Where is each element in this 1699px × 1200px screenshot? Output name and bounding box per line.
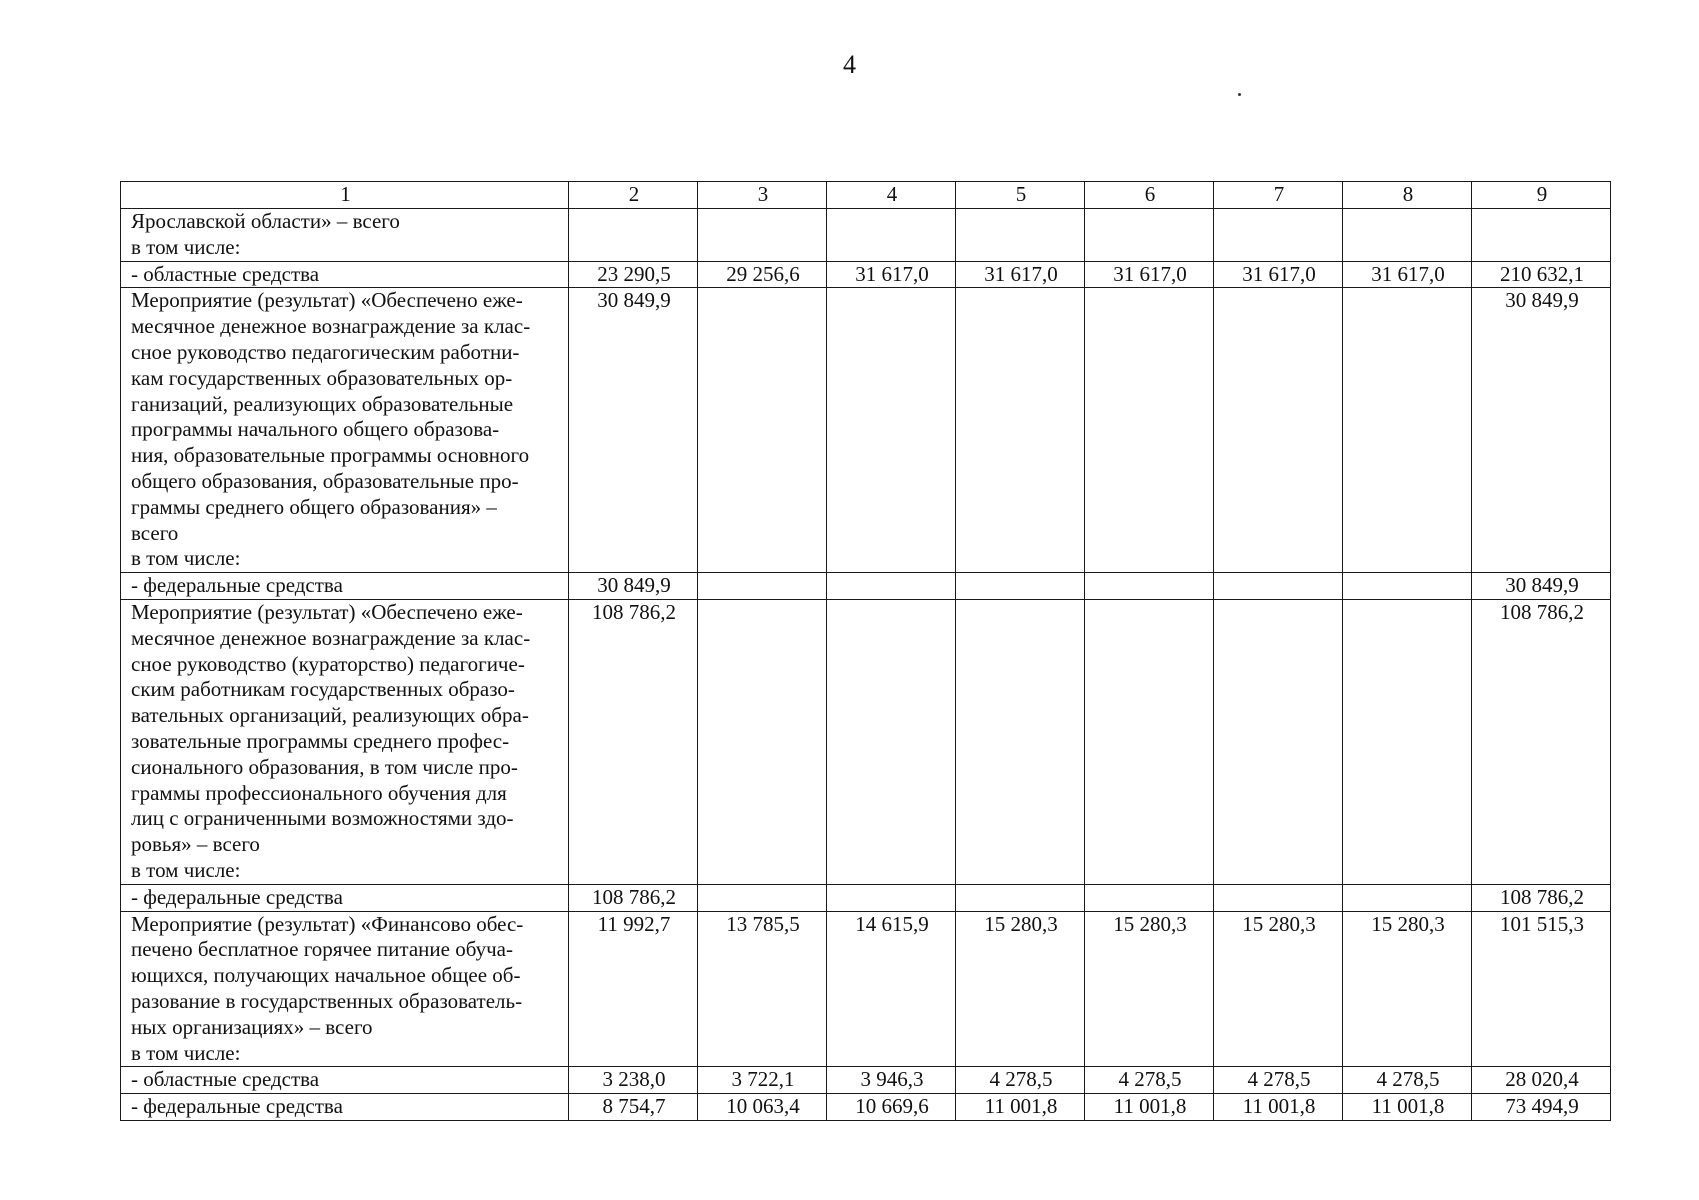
value-cell: 11 001,8	[1343, 1094, 1472, 1121]
value-cell	[827, 599, 956, 884]
row-label-line: общего образования, образовательные про-	[131, 468, 519, 493]
column-number: 9	[1472, 182, 1611, 209]
value-cell: 108 786,2	[1472, 884, 1611, 911]
value-cell: 13 785,5	[698, 911, 827, 1067]
value-cell: 101 515,3	[1472, 911, 1611, 1067]
value-cell	[956, 573, 1085, 600]
value-cell: 4 278,5	[956, 1067, 1085, 1094]
row-label-line: зовательные программы среднего профес-	[131, 728, 510, 753]
table-row	[121, 1094, 1611, 1121]
value-cell	[1343, 573, 1472, 600]
row-label-line: ровья» – всего	[131, 832, 260, 857]
column-number: 8	[1343, 182, 1472, 209]
value-cell	[827, 884, 956, 911]
value-cell: 31 617,0	[1085, 261, 1214, 288]
value-cell: 3 722,1	[698, 1067, 827, 1094]
value-cell: 15 280,3	[956, 911, 1085, 1067]
column-number: 6	[1085, 182, 1214, 209]
row-label-line: Мероприятие (результат) «Обеспечено еже-	[131, 599, 523, 624]
value-cell	[827, 288, 956, 573]
row-label-line: - федеральные средства	[131, 1094, 343, 1119]
column-number: 1	[121, 182, 569, 209]
row-label-line: - федеральные средства	[131, 884, 343, 909]
row-label-line: в том числе:	[131, 1040, 241, 1065]
row-label-line: разование в государственных образователь-	[131, 988, 523, 1013]
row-label-line: ским работникам государственных образо-	[131, 677, 515, 702]
value-cell	[698, 209, 827, 262]
value-cell: 29 256,6	[698, 261, 827, 288]
row-label-line: вательных организаций, реализующих обра-	[131, 703, 529, 728]
value-cell: 108 786,2	[569, 884, 698, 911]
table-row	[121, 573, 1611, 600]
row-label-line: в том числе:	[131, 857, 241, 882]
row-label-line: программы начального общего образова-	[131, 417, 500, 442]
value-cell: 30 849,9	[569, 288, 698, 573]
row-label-line: лиц с ограниченными возможностями здо-	[131, 806, 514, 831]
value-cell: 8 754,7	[569, 1094, 698, 1121]
value-cell: 4 278,5	[1214, 1067, 1343, 1094]
value-cell	[1472, 209, 1611, 262]
row-label-line: всего	[131, 520, 179, 545]
value-cell: 10 669,6	[827, 1094, 956, 1121]
column-number: 5	[956, 182, 1085, 209]
row-label-line: месячное денежное вознаграждение за клас-	[131, 625, 531, 650]
row-label-line: сное руководство (кураторство) педагогиче-	[131, 651, 525, 676]
value-cell	[956, 599, 1085, 884]
row-label-line: Мероприятие (результат) «Обеспечено еже-	[131, 288, 523, 313]
row-label-line: кам государственных образовательных ор-	[131, 365, 513, 390]
table-row	[121, 911, 1611, 1067]
value-cell: 11 001,8	[1214, 1094, 1343, 1121]
value-cell: 23 290,5	[569, 261, 698, 288]
value-cell	[827, 573, 956, 600]
row-label-line: Мероприятие (результат) «Финансово обес-	[131, 911, 524, 936]
value-cell: 14 615,9	[827, 911, 956, 1067]
value-cell: 108 786,2	[1472, 599, 1611, 884]
column-number: 7	[1214, 182, 1343, 209]
value-cell: 15 280,3	[1343, 911, 1472, 1067]
value-cell: 31 617,0	[1343, 261, 1472, 288]
value-cell: 4 278,5	[1085, 1067, 1214, 1094]
row-label-line: граммы среднего общего образования» –	[131, 494, 497, 519]
row-label-cell	[121, 884, 569, 911]
value-cell	[956, 288, 1085, 573]
value-cell	[1214, 599, 1343, 884]
table-row	[121, 288, 1611, 573]
row-label-line: ных организациях» – всего	[131, 1014, 373, 1039]
row-label-line: сионального образования, в том числе про-	[131, 754, 518, 779]
value-cell	[1343, 288, 1472, 573]
column-number: 4	[827, 182, 956, 209]
funding-table	[120, 181, 1611, 1121]
value-cell	[1085, 573, 1214, 600]
row-label-line: ганизаций, реализующих образовательные	[131, 391, 514, 416]
value-cell	[1343, 884, 1472, 911]
value-cell: 11 001,8	[956, 1094, 1085, 1121]
value-cell	[1343, 209, 1472, 262]
value-cell	[698, 288, 827, 573]
value-cell: 108 786,2	[569, 599, 698, 884]
row-label-line: граммы профессионального обучения для	[131, 780, 507, 805]
row-label-cell	[121, 1067, 569, 1094]
value-cell: 15 280,3	[1214, 911, 1343, 1067]
row-label-cell	[121, 911, 569, 1067]
row-label-cell	[121, 288, 569, 573]
value-cell	[956, 884, 1085, 911]
value-cell: 15 280,3	[1085, 911, 1214, 1067]
value-cell: 10 063,4	[698, 1094, 827, 1121]
value-cell	[1085, 288, 1214, 573]
value-cell	[1214, 209, 1343, 262]
table-body	[121, 209, 1611, 1121]
value-cell: 31 617,0	[956, 261, 1085, 288]
scan-speck	[1238, 93, 1241, 96]
table-row	[121, 1067, 1611, 1094]
row-label-line: ющихся, получающих начальное общее об-	[131, 963, 521, 988]
value-cell: 3 238,0	[569, 1067, 698, 1094]
table-row	[121, 599, 1611, 884]
value-cell	[1085, 599, 1214, 884]
row-label-line: - областные средства	[131, 261, 320, 286]
row-label-line: - федеральные средства	[131, 573, 343, 598]
value-cell: 31 617,0	[1214, 261, 1343, 288]
value-cell: 73 494,9	[1472, 1094, 1611, 1121]
row-label-cell	[121, 1094, 569, 1121]
value-cell: 30 849,9	[569, 573, 698, 600]
value-cell	[698, 599, 827, 884]
value-cell	[1214, 884, 1343, 911]
value-cell	[1085, 884, 1214, 911]
row-label-cell	[121, 573, 569, 600]
value-cell	[956, 209, 1085, 262]
value-cell: 28 020,4	[1472, 1067, 1611, 1094]
row-label-line: сное руководство педагогическим работни-	[131, 339, 520, 364]
value-cell: 3 946,3	[827, 1067, 956, 1094]
row-label-cell	[121, 599, 569, 884]
value-cell	[698, 884, 827, 911]
value-cell	[1214, 573, 1343, 600]
value-cell: 31 617,0	[827, 261, 956, 288]
row-label-line: Ярославской области» – всего	[131, 209, 400, 233]
value-cell	[1214, 288, 1343, 573]
value-cell	[1085, 209, 1214, 262]
row-label-line: в том числе:	[131, 546, 241, 571]
table-row	[121, 261, 1611, 288]
row-label-cell	[121, 209, 569, 262]
value-cell	[827, 209, 956, 262]
row-label-line: печено бесплатное горячее питание обуча-	[131, 937, 513, 962]
value-cell: 30 849,9	[1472, 288, 1611, 573]
value-cell: 30 849,9	[1472, 573, 1611, 600]
value-cell	[1343, 599, 1472, 884]
value-cell	[698, 573, 827, 600]
row-label-cell	[121, 261, 569, 288]
value-cell: 210 632,1	[1472, 261, 1611, 288]
page-number: 4	[843, 50, 856, 79]
table-row	[121, 209, 1611, 262]
column-number: 3	[698, 182, 827, 209]
value-cell: 4 278,5	[1343, 1067, 1472, 1094]
value-cell: 11 992,7	[569, 911, 698, 1067]
row-label-line: - областные средства	[131, 1067, 320, 1092]
column-number: 2	[569, 182, 698, 209]
table-row	[121, 884, 1611, 911]
column-number-row	[121, 182, 1611, 209]
row-label-line: ния, образовательные программы основного	[131, 443, 530, 468]
value-cell	[569, 209, 698, 262]
row-label-line: месячное денежное вознаграждение за клас-	[131, 314, 531, 339]
value-cell: 11 001,8	[1085, 1094, 1214, 1121]
row-label-line: в том числе:	[131, 234, 241, 259]
